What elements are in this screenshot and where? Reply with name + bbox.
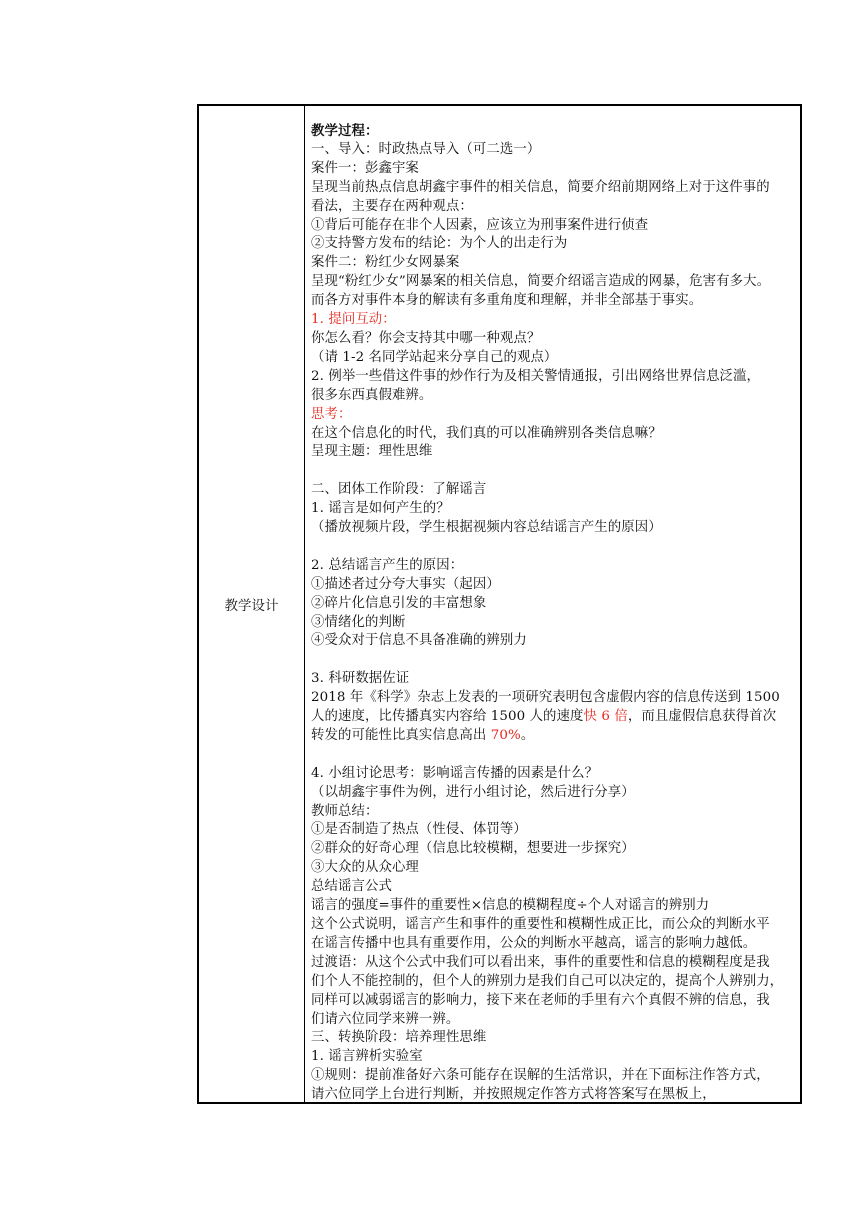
line-text: 看法，主要存在两种观点： xyxy=(311,198,473,214)
content-line xyxy=(311,784,798,803)
line-text: 谣言的强度=事件的重要性×信息的模糊程度÷个人对谣言的辨别力 xyxy=(311,898,710,914)
content-line xyxy=(311,557,798,576)
content-line xyxy=(311,632,798,651)
line-text: ②支持警方发布的结论：为个人的出走行为 xyxy=(311,236,568,252)
content-line xyxy=(311,708,798,727)
content-line xyxy=(311,425,798,444)
line-text-after: ，而且虚假信息获得首次 xyxy=(627,709,777,725)
content-line xyxy=(311,859,798,878)
content-line xyxy=(311,141,798,160)
line-text: ②碎片化信息引发的丰富想象 xyxy=(311,595,487,611)
line-text: 思考： xyxy=(311,406,352,422)
line-text: 1. 谣言辨析实验室 xyxy=(311,1049,423,1065)
highlight-text: 快 6 倍 xyxy=(583,709,628,725)
line-text: ④受众对于信息不具备准确的辨别力 xyxy=(311,633,527,649)
line-text: ③大众的从众心理 xyxy=(311,860,419,876)
line-text: 3. 科研数据佐证 xyxy=(311,671,410,687)
content-line xyxy=(311,992,798,1011)
content-line xyxy=(311,406,798,425)
content-line xyxy=(311,235,798,254)
line-text: 2. 例举一些借这件事的炒作行为及相关警情通报，引出网络世界信息泛滥， xyxy=(311,368,761,384)
content-line xyxy=(311,935,798,954)
line-text: 而各方对事件本身的解读有多重角度和理解，并非全部基于事实。 xyxy=(311,293,703,309)
content-line xyxy=(311,954,798,973)
lesson-content-cell xyxy=(305,106,800,1102)
line-text: 呈现主题：理性思维 xyxy=(311,444,433,460)
content-line xyxy=(311,1011,798,1030)
line-text: 你怎么看？你会支持其中哪一种观点？ xyxy=(311,330,541,346)
line-text: 1. 提问互动： xyxy=(311,312,396,328)
blank-line xyxy=(311,746,798,765)
content-line xyxy=(311,368,798,387)
blank-line xyxy=(311,651,798,670)
blank-line xyxy=(311,538,798,557)
row-label-cell xyxy=(199,106,305,1102)
line-text: ①描述者过分夸大事实（起因） xyxy=(311,576,500,592)
line-text: 一、导入：时政热点导入（可二选一） xyxy=(311,141,541,157)
content-line xyxy=(311,614,798,633)
content-line xyxy=(311,179,798,198)
line-text: 呈现当前热点信息胡鑫宇事件的相关信息，简要介绍前期网络上对于这件事的 xyxy=(311,179,770,195)
content-line xyxy=(311,595,798,614)
line-text: 4. 小组讨论思考：影响谣言传播的因素是什么？ xyxy=(311,765,599,781)
line-text: 总结谣言公式 xyxy=(311,879,392,895)
line-text: 1. 谣言是如何产生的？ xyxy=(311,501,450,517)
content-line xyxy=(311,500,798,519)
content-line xyxy=(311,878,798,897)
line-text: 这个公式说明，谣言产生和事件的重要性和模糊性成正比，而公众的判断水平 xyxy=(311,917,770,932)
content-line xyxy=(311,198,798,217)
content-line xyxy=(311,576,798,595)
line-text: 2. 总结谣言产生的原因： xyxy=(311,557,464,573)
line-text: 人的速度，比传播真实内容给 1500 人的速度 xyxy=(311,709,584,725)
content-line xyxy=(311,217,798,236)
content-line xyxy=(311,1029,798,1048)
content-line xyxy=(311,670,798,689)
content-line xyxy=(311,311,798,330)
content-line xyxy=(311,1067,798,1086)
line-text: 三、转换阶段：培养理性思维 xyxy=(311,1030,487,1046)
content-line xyxy=(311,387,798,406)
line-text: 呈现“粉红少女”网暴案的相关信息，简要介绍谣言造成的网暴，危害有多大。 xyxy=(311,274,771,290)
content-line xyxy=(311,897,798,916)
line-text: 们个人不能控制的，但个人的辨别力是我们自己可以决定的，提高个人辨别力， xyxy=(311,973,784,989)
line-text: 二、团体工作阶段：了解谣言 xyxy=(311,482,487,498)
line-text: （以胡鑫宇事件为例，进行小组讨论，然后进行分享） xyxy=(311,784,635,800)
content-line xyxy=(311,727,798,746)
line-text: 请六位同学上台进行判断，并按照规定作答方式将答案写在黑板上， xyxy=(311,1087,716,1102)
line-text: ②群众的好奇心理（信息比较模糊，想要进一步探究） xyxy=(311,841,635,857)
content-line xyxy=(311,803,798,822)
content-line xyxy=(311,443,798,462)
content-line xyxy=(311,1086,798,1102)
content-line xyxy=(311,821,798,840)
line-text: 转发的可能性比真实信息高出 xyxy=(311,727,491,743)
content-line xyxy=(311,330,798,349)
content-line xyxy=(311,1048,798,1067)
line-text: （播放视频片段，学生根据视频内容总结谣言产生的原因） xyxy=(311,520,662,536)
line-text: （请 1-2 名同学站起来分享自己的观点） xyxy=(311,349,558,365)
line-text: 2018 年《科学》杂志上发表的一项研究表明包含虚假内容的信息传送到 1500 xyxy=(311,690,780,706)
line-text: 案件一：彭鑫宇案 xyxy=(311,160,419,176)
line-text: 教学过程： xyxy=(311,123,379,139)
content-line xyxy=(311,916,798,935)
line-text: ③情绪化的判断 xyxy=(311,614,406,630)
content-line xyxy=(311,292,798,311)
line-text: 同样可以减弱谣言的影响力，接下来在老师的手里有六个真假不辨的信息，我 xyxy=(311,992,770,1008)
line-text-after: 。 xyxy=(520,727,535,743)
line-text: 案件二：粉红少女网暴案 xyxy=(311,255,460,271)
content-line xyxy=(311,519,798,538)
content-line xyxy=(311,765,798,784)
content-line xyxy=(311,273,798,292)
content-line xyxy=(311,689,798,708)
highlight-text: 70% xyxy=(490,727,521,743)
content-line xyxy=(311,254,798,273)
lesson-table xyxy=(197,104,802,1104)
line-text: 教师总结： xyxy=(311,803,379,819)
content-line xyxy=(311,349,798,368)
row-label: 教学设计 xyxy=(224,598,279,614)
line-text: 很多东西真假难辨。 xyxy=(311,387,433,403)
line-text: 在这个信息化的时代，我们真的可以准确辨别各类信息嘛？ xyxy=(311,425,662,441)
content-line xyxy=(311,160,798,179)
line-text: 过渡语：从这个公式中我们可以看出来，事件的重要性和信息的模糊程度是我 xyxy=(311,954,770,970)
content-line xyxy=(311,122,798,141)
line-text: 们请六位同学来辨一辨。 xyxy=(311,1011,460,1027)
line-text: ①规则：提前准备好六条可能存在误解的生活常识，并在下面标注作答方式， xyxy=(311,1068,770,1084)
line-text: ①背后可能存在非个人因素，应该立为刑事案件进行侦查 xyxy=(311,217,649,233)
line-text: ①是否制造了热点（性侵、体罚等） xyxy=(311,822,527,838)
content-line xyxy=(311,481,798,500)
content-line xyxy=(311,973,798,992)
line-text: 在谣言传播中也具有重要作用，公众的判断水平越高，谣言的影响力越低。 xyxy=(311,935,757,951)
blank-line xyxy=(311,462,798,481)
content-line xyxy=(311,840,798,859)
